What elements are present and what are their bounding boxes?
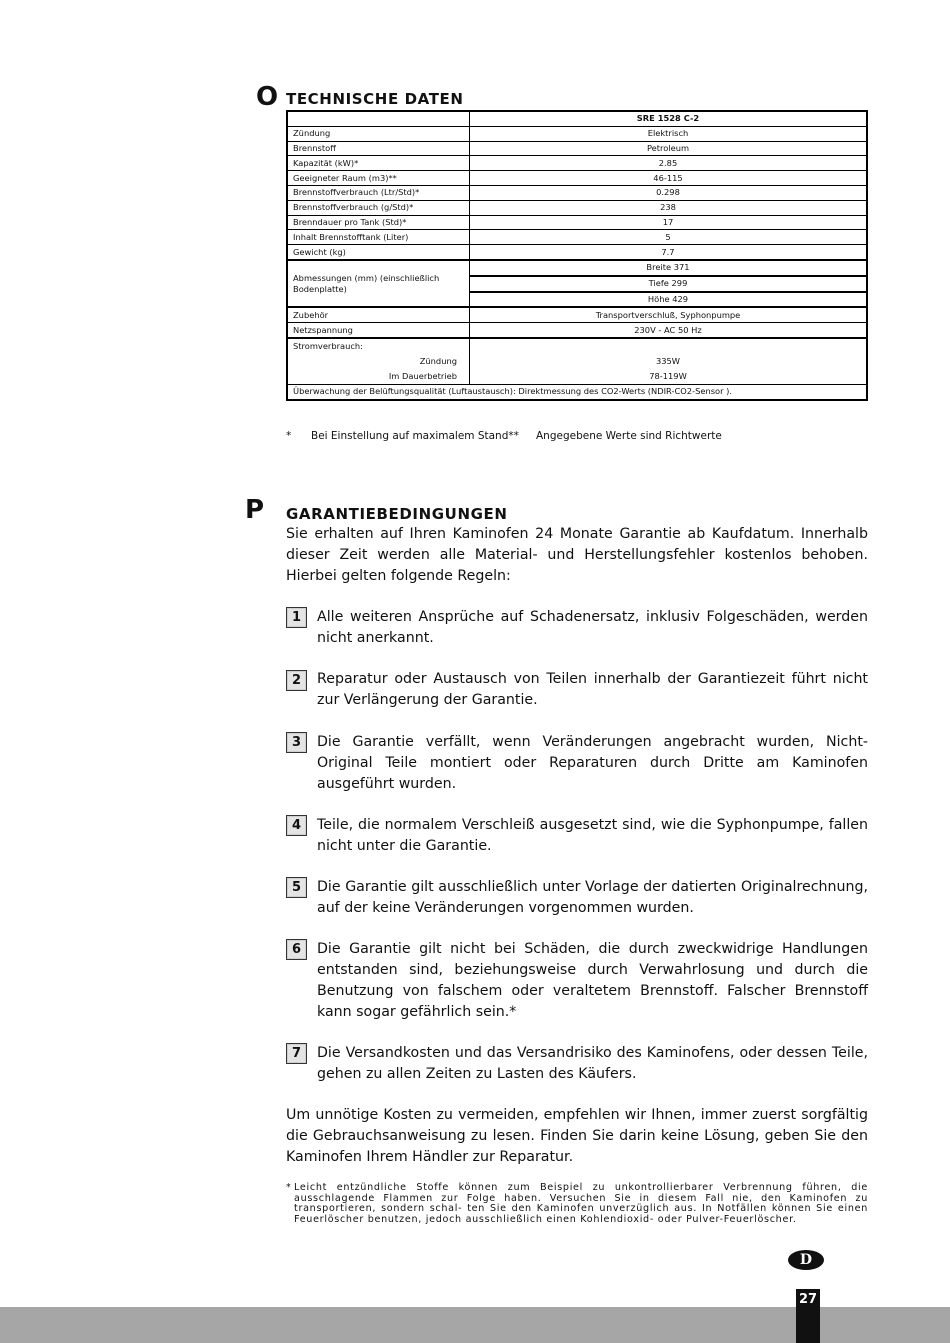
item-text: Die Versandkosten und das Versandrisiko des Kaminofens, oder dessen Teile, gehen zu allen Zeiten zu Lasten des Käufers. — [317, 1045, 868, 1082]
table-row — [287, 245, 867, 260]
dimensions-label: Abmessungen (mm) (einschließlich Bodenplatte) — [287, 260, 470, 307]
table-row — [287, 126, 867, 141]
item-text: Alle weiteren Ansprüche auf Schadenersatz, inklusiv Folgeschäden, werden nicht anerkannt. — [317, 609, 868, 646]
row-label: Gewicht (kg) — [287, 245, 470, 260]
table-row — [287, 323, 867, 338]
item-text: Die Garantie gilt nicht bei Schäden, die durch zweckwidrige Handlungen entstanden sind, beziehungsweise durch Verwahrlosung und durch die Benutzung von falschem oder veraltetem Brennstoff. Falscher Brennstoff kann sogar gefährlich sein.* — [317, 941, 868, 1020]
section-letter-p: P — [245, 495, 265, 525]
warranty-closing: Um unnötige Kosten zu vermeiden, empfehlen wir Ihnen, immer zuerst sorgfältig die Gebrauchsanweisung zu lesen. Finden Sie darin keine Lösung, geben Sie den Kaminofen Ihrem Händler zur Reparatur. — [286, 1107, 868, 1165]
row-label: Geeigneter Raum (m3)** — [287, 171, 470, 186]
item-text: Die Garantie gilt ausschließlich unter Vorlage der datierten Originalrechnung, auf der keine Veränderungen vorgenommen wurden. — [317, 879, 868, 916]
table-row — [287, 215, 867, 230]
table-row — [287, 171, 867, 186]
power-row — [287, 338, 867, 354]
section-title-warranty: GARANTIEBEDINGUNGEN — [286, 505, 508, 523]
note-star: * — [286, 430, 292, 442]
note-approx-values: Angegebene Werte sind Richtwerte — [536, 430, 722, 442]
row-value: 0.298 — [470, 185, 868, 200]
dimensions-depth: Tiefe 299 — [470, 276, 868, 292]
power-ignition-label: Zündung — [287, 354, 470, 369]
item-text: Die Garantie verfällt, wenn Veränderungen angebracht wurden, Nicht- Original Teile montiert oder Reparaturen durch Dritte am Kaminofen ausgeführt wurden. — [317, 734, 868, 792]
power-label: Stromverbrauch: — [287, 338, 470, 354]
row-value: Petroleum — [470, 141, 868, 156]
table-row — [287, 230, 867, 245]
language-badge: D — [788, 1250, 824, 1270]
section-letter-o: O — [256, 82, 279, 112]
power-continuous-value: 78-119W — [470, 369, 868, 385]
power-continuous-label: Im Dauerbetrieb — [287, 369, 470, 385]
item-number: 3 — [286, 732, 307, 753]
note-max-level: Bei Einstellung auf maximalem Stand** — [311, 430, 519, 442]
accessories-label: Zubehör — [287, 307, 470, 322]
row-label: Inhalt Brennstofftank (Liter) — [287, 230, 470, 245]
row-value: Elektrisch — [470, 126, 868, 141]
item-number: 5 — [286, 877, 307, 898]
technical-data-table — [286, 110, 868, 401]
power-ignition-value: 335W — [470, 354, 868, 369]
voltage-value: 230V - AC 50 Hz — [470, 323, 868, 338]
item-number: 4 — [286, 815, 307, 836]
table-header-empty — [287, 111, 470, 126]
table-row — [287, 307, 867, 322]
item-text: Reparatur oder Austausch von Teilen innerhalb der Garantiezeit führt nicht zur Verlängerung der Garantie. — [317, 671, 868, 708]
row-label: Brenndauer pro Tank (Std)* — [287, 215, 470, 230]
item-number: 1 — [286, 607, 307, 628]
accessories-value: Transportverschluß, Syphonpumpe — [470, 307, 868, 322]
table-header-model: SRE 1528 C-2 — [470, 111, 868, 126]
dimensions-width: Breite 371 — [470, 260, 868, 276]
row-value: 17 — [470, 215, 868, 230]
item-number: 7 — [286, 1043, 307, 1064]
row-value: 7.7 — [470, 245, 868, 260]
row-value: 2.85 — [470, 156, 868, 171]
dimensions-row — [287, 260, 867, 276]
warranty-intro: Sie erhalten auf Ihren Kaminofen 24 Monate Garantie ab Kaufdatum. Innerhalb dieser Zeit werden alle Material- und Herstellungsfehler kostenlos behoben. Hierbei gelten folgende Regeln: — [286, 526, 868, 584]
dimensions-height: Höhe 429 — [470, 292, 868, 308]
table-header-row — [287, 111, 867, 126]
table-row — [287, 141, 867, 156]
section-title-technical-data: TECHNISCHE DATEN — [286, 90, 464, 108]
power-empty — [470, 338, 868, 354]
row-label: Kapazität (kW)* — [287, 156, 470, 171]
row-label: Brennstoffverbrauch (g/Std)* — [287, 200, 470, 215]
ventilation-row — [287, 384, 867, 399]
voltage-label: Netzspannung — [287, 323, 470, 338]
table-row — [287, 200, 867, 215]
footnote-star: * — [286, 1182, 292, 1193]
ventilation-text: Überwachung der Belüftungsqualität (Luftaustausch): Direktmessung des CO2-Werts (NDIR-CO2-Sensor ). — [287, 384, 867, 399]
row-value: 238 — [470, 200, 868, 215]
item-number: 2 — [286, 670, 307, 691]
footnote — [286, 1183, 868, 1225]
item-number: 6 — [286, 939, 307, 960]
power-row — [287, 369, 867, 385]
row-label: Brennstoffverbrauch (Ltr/Std)* — [287, 185, 470, 200]
row-value: 46-115 — [470, 171, 868, 186]
row-label: Zündung — [287, 126, 470, 141]
power-row — [287, 354, 867, 369]
table-row — [287, 156, 867, 171]
table-row — [287, 185, 867, 200]
page-number: 27 — [796, 1289, 820, 1343]
footnote-text: Leicht entzündliche Stoffe können zum Beispiel zu unkontrollierbarer Verbrennung führen, die ausschlagende Flammen zur Folge haben. Versuchen Sie in diesem Fall nie, den Kaminofen zu transportieren, sondern schal- ten Sie den Kaminofen unverzüglich aus. In Notfällen können Sie einen Feuerlöscher benutzen, jedoch ausschließlich einen Kohlendioxid- oder Pulver-Feuerlöscher. — [294, 1182, 868, 1225]
row-value: 5 — [470, 230, 868, 245]
row-label: Brennstoff — [287, 141, 470, 156]
item-text: Teile, die normalem Verschleiß ausgesetzt sind, wie die Syphonpumpe, fallen nicht unter die Garantie. — [317, 817, 868, 854]
